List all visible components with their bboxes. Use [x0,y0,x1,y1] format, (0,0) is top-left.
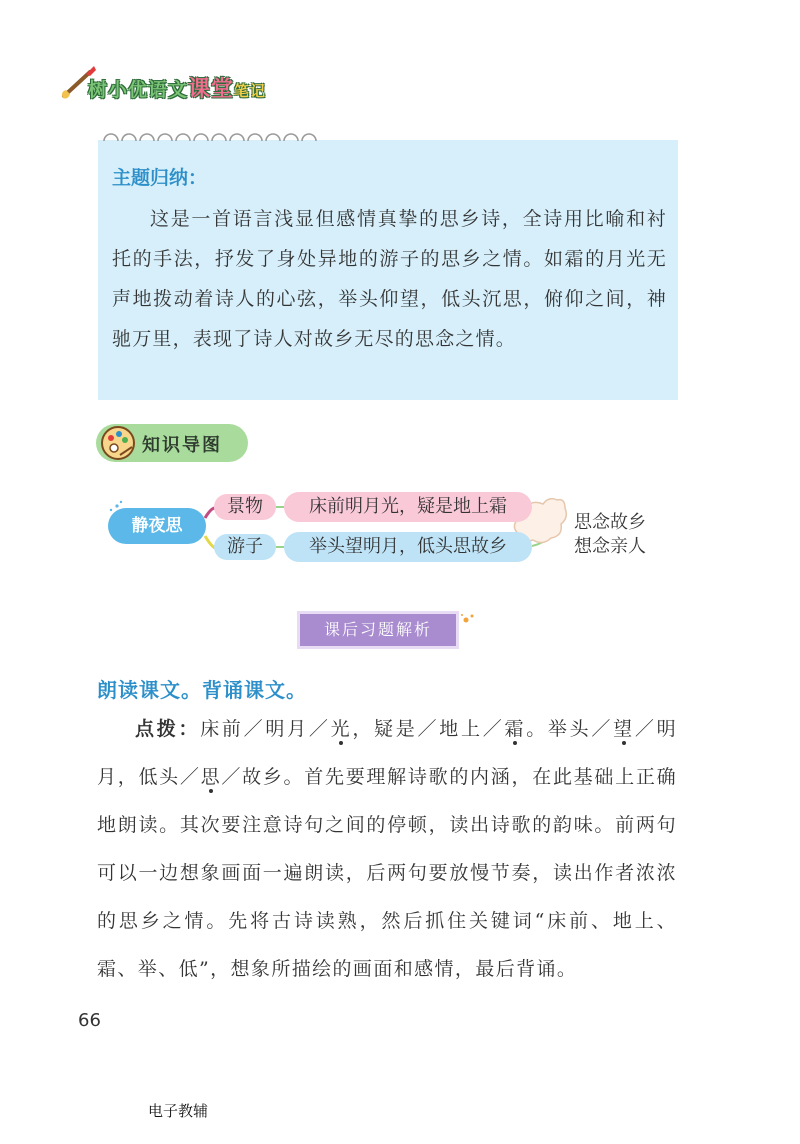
emphasis-char-si: 思 [200,766,222,788]
brand-logo [60,62,320,102]
hint-label: 点拨： [135,718,201,740]
answer-seg-1: 床前／明月／ [200,718,331,740]
exercise-question: 朗读课文。背诵课文。 [97,678,307,702]
theme-title: 主题归纳： [112,167,208,189]
exercise-answer [97,705,677,993]
theme-body: 这是一首语言浅显但感情真挚的思乡诗，全诗用比喻和衬托的手法，抒发了身处异地的游子的思乡之情。如霜的月光无声地拨动着诗人的心弦，举头仰望，低头沉思，俯仰之间，神驰万里，表现了诗人对故乡无尽的思念之情。 [112,208,667,350]
answer-seg-2: ，疑是／地上／ [352,718,505,740]
mind-map-result-line-2: 想念亲人 [574,536,646,557]
palette-icon [100,425,136,461]
mind-map-root: 静夜思 [108,508,206,544]
exercise-analysis-badge: 课后习题解析 [300,614,456,646]
footer-note: 电子教辅 [148,1102,209,1120]
mind-map-branch-traveler: 游子 [214,534,276,560]
answer-seg-3: 。举头／ [526,718,614,740]
answer-seg-4: ／明月，低头／ [97,718,677,788]
mind-map-result-line-1: 思念故乡 [574,512,646,533]
mind-map-branch-scenery: 景物 [214,494,276,520]
emphasis-char-shuang: 霜 [504,718,527,740]
brand-title-part3: 笔记 [234,82,267,100]
knowledge-map-label: 知识导图 [142,435,222,456]
mind-map-poem-line-2: 举头望明月，低头思故乡 [284,532,532,562]
brand-title-part1: 树小优语文 [88,79,189,101]
brand-title-part2: 课堂 [188,77,235,102]
mind-map-poem-line-1: 床前明月光，疑是地上霜 [284,492,532,522]
sparkle-icon [460,612,476,628]
answer-seg-5: ／故乡。首先要理解诗歌的内涵，在此基础上正确地朗读。其次要注意诗句之间的停顿，读出诗歌的韵味。前两句可以一边想象画面一遍朗读，后两句要放慢节奏，读出作者浓浓的思乡之情。先将古诗读熟，然后抓住关键词“床前、地上、霜、举、低”，想象所描绘的画面和感情，最后背诵。 [97,766,677,980]
mind-map-result [550,503,670,565]
brand-title [88,72,266,103]
emphasis-char-guang: 光 [330,718,353,740]
emphasis-char-wang: 望 [613,718,635,740]
page-number: 66 [78,1010,101,1031]
spiral-binding-decoration [100,127,320,145]
